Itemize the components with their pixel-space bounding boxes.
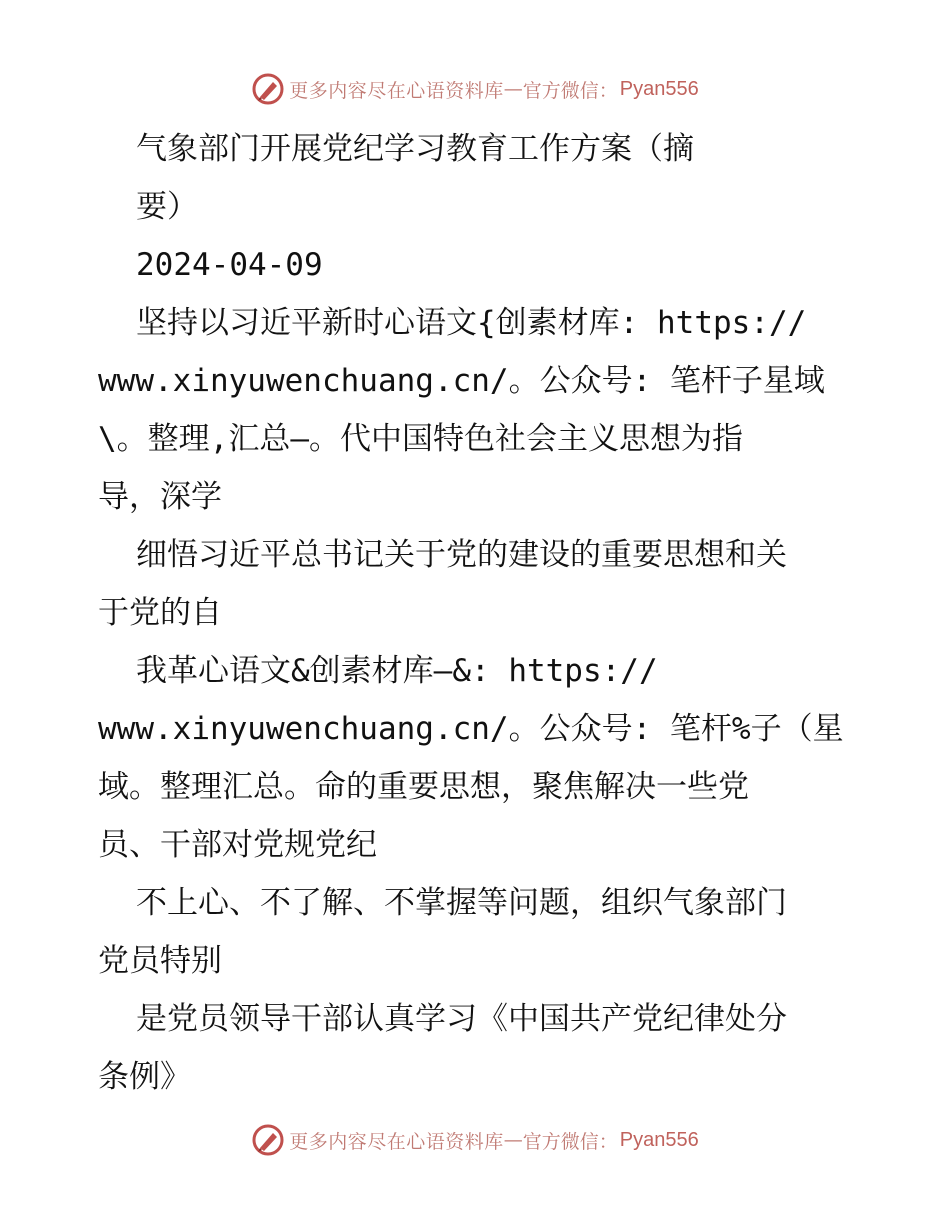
paragraph-line: 细悟习近平总书记关于党的建设的重要思想和关: [136, 537, 787, 573]
document-body: [98, 120, 868, 1106]
pen-logo-icon: [251, 72, 285, 106]
title-line-2: 要）: [136, 189, 198, 225]
banner-wechat-id: Pyan556: [619, 1128, 699, 1151]
paragraph-line: 是党员领导干部认真学习《中国共产党纪律处分: [136, 1001, 787, 1037]
paragraph-line: 域。整理汇总。命的重要思想，聚焦解决一些党: [98, 769, 749, 805]
banner-wechat-id: Pyan556: [619, 77, 699, 100]
paragraph-line: 坚持以习近平新时心语文{创素材库: https://: [136, 305, 807, 341]
banner-dash: —: [503, 78, 523, 100]
paragraph-line: \。整理,汇总—。代中国特色社会主义思想为指: [98, 421, 743, 457]
header-watermark-banner: [0, 72, 950, 106]
paragraph-line: 不上心、不了解、不掌握等问题，组织气象部门: [136, 885, 787, 921]
footer-watermark-banner: [0, 1123, 950, 1157]
title-line-1: 气象部门开展党纪学习教育工作方案（摘: [136, 131, 694, 167]
paragraph-line: 于党的自: [98, 595, 222, 631]
banner-wechat-label: 官方微信：: [522, 1130, 618, 1153]
paragraph-line: 员、干部对党规党纪: [98, 827, 377, 863]
banner-promo-text: 更多内容尽在心语资料库: [289, 79, 504, 102]
paragraph-line: www.xinyuwenchuang.cn/。公众号: 笔杆%子（星: [98, 711, 844, 747]
paragraph-line: 条例》: [98, 1059, 191, 1095]
paragraph-line: www.xinyuwenchuang.cn/。公众号: 笔杆子星域: [98, 363, 825, 399]
banner-dash: —: [503, 1129, 523, 1151]
paragraph-line: 我革心语文&创素材库—&: https://: [136, 653, 658, 689]
paragraph-line: 导，深学: [98, 479, 222, 515]
date-line: 2024-04-09: [136, 247, 323, 283]
banner-promo-text: 更多内容尽在心语资料库: [289, 1130, 504, 1153]
paragraph-line: 党员特别: [98, 943, 222, 979]
pen-logo-icon: [251, 1123, 285, 1157]
banner-wechat-label: 官方微信：: [522, 79, 618, 102]
